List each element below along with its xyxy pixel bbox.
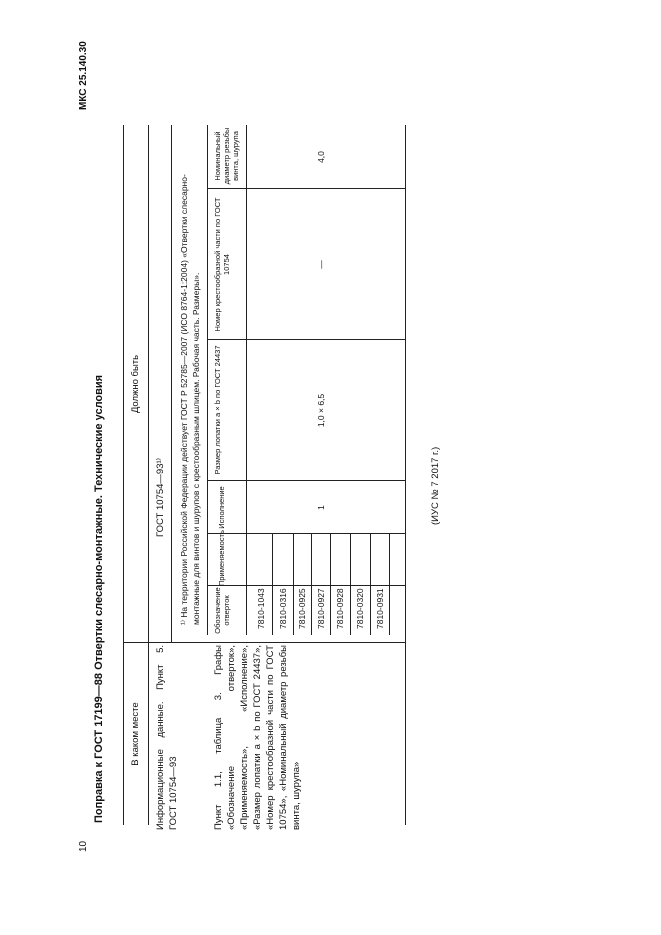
inner-header-designation: Обозначение отверток [213, 587, 231, 634]
designation-cell: 7810-0927 [316, 588, 326, 629]
amendment-title: Поправка к ГОСТ 17199—88 Отвертки слесарно-монтажные. Технические условия [93, 374, 105, 823]
designation-cell: 7810-0316 [278, 588, 288, 629]
designation-cell: 7810-0320 [355, 588, 365, 629]
table-header-rule [148, 125, 149, 825]
inner-col-line-3 [207, 480, 405, 481]
row-rule [311, 534, 312, 635]
designation-cell: 7810-0925 [297, 588, 307, 629]
diameter-value: 4,0 [316, 151, 326, 163]
inner-header-diameter: Номинальный диаметр резьбы винта, шурупа [213, 127, 240, 185]
page-number: 10 [78, 840, 89, 852]
col-header-where: В каком месте [130, 702, 141, 766]
inner-col-line-2 [207, 533, 405, 534]
designation-cell: 7810-0931 [375, 588, 385, 629]
classifier-code: МКС 25.140.30 [78, 41, 89, 110]
inner-col-line-1 [207, 585, 405, 586]
row1-must-be: ГОСТ 10754—93¹⁾ [155, 458, 166, 537]
col-header-must-be: Должно быть [130, 354, 141, 414]
cross-number-value: — [316, 260, 326, 269]
inner-header-cross-number: Номер крестообразной части по ГОСТ 10754 [213, 197, 231, 332]
designation-cell: 7810-1043 [256, 588, 266, 629]
inner-col-line-4 [207, 339, 405, 340]
footnote-text: ¹⁾ На территории Российской Федерации действует ГОСТ Р 52785—2007 (ИСО 8764-1:2004) «Отвертки слесарно-монтажные для винтов и шурупов с крестообразным шлицем. Рабочая часть. Размеры». [179, 174, 201, 625]
row-rule [330, 534, 331, 635]
inner-header-applicability: Применяемость [217, 530, 226, 586]
row1-where: Информационные данные. Пункт 5. ГОСТ 10754—93 [155, 645, 179, 830]
row-rule [293, 534, 294, 635]
footnote-rule [171, 125, 172, 643]
execution-value: 1 [316, 505, 326, 510]
inner-header-execution: Исполнение [217, 486, 226, 529]
designation-cell: 7810-0928 [335, 588, 345, 629]
row-rule [389, 534, 390, 635]
row2-where: Пункт 1.1, таблица 3. Графы «Обозначение отверток», «Применяемость», «Исполнение», «Размер лопатки a × b по ГОСТ 24437», «Номер крестообразной части по ГОСТ 10754», «Номинальный диаметр резьбы винта, шурупа» [213, 645, 302, 830]
row-rule [370, 534, 371, 635]
inner-header-blade-size: Размер лопатки a × b по ГОСТ 24437 [213, 345, 222, 475]
table-bottom-rule [405, 125, 406, 825]
table-top-rule [123, 125, 124, 825]
row-rule [350, 534, 351, 635]
blade-size-value: 1,0 × 6,5 [316, 393, 326, 428]
inner-table-header-rule [246, 125, 247, 635]
row-rule [272, 534, 273, 635]
table-column-divider [123, 642, 405, 643]
inner-col-line-5 [207, 188, 405, 189]
inner-table-top [207, 125, 208, 635]
source-reference: (ИУС № 7 2017 г.) [430, 446, 441, 525]
